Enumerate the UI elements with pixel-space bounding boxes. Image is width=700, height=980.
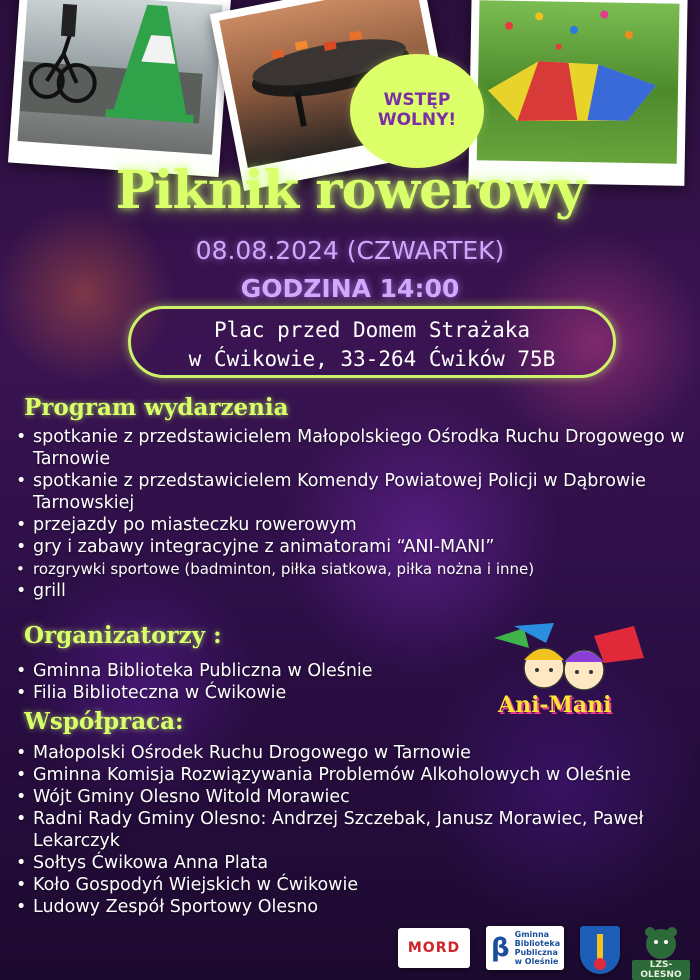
mord-logo-text: MORD	[407, 940, 461, 956]
badge-line-1: WSTĘP	[383, 90, 451, 111]
list-item: • rozgrywki sportowe (badminton, piłka siatkowa, piłka nożna i inne)	[14, 558, 694, 580]
library-logo-line-4: w Oleśnie	[514, 957, 559, 966]
list-item: • spotkanie z przedstawicielem Małopolskiego Ośrodka Ruchu Drogowego w Tarnowie	[14, 426, 694, 470]
program-heading: Program wydarzenia	[24, 394, 289, 421]
library-logo-line-2: Biblioteka	[514, 939, 561, 948]
list-item: • Gminna Komisja Rozwiązywania Problemów Alkoholowych w Oleśnie	[14, 764, 633, 786]
list-item: • grill	[14, 580, 694, 602]
badge-line-2: WOLNY!	[377, 110, 457, 130]
organizers-heading: Organizatorzy :	[24, 622, 222, 649]
place-line-1: Plac przed Domem Strażaka	[213, 318, 531, 342]
lzs-bear-icon	[632, 924, 690, 960]
photo-cyclist	[8, 0, 231, 177]
event-place	[128, 306, 616, 378]
list-item: • Gminna Biblioteka Publiczna w Oleśnie	[14, 660, 474, 682]
event-hour: GODZINA 14:00	[240, 274, 460, 303]
list-item: • Małopolski Ośrodek Ruchu Drogowego w Tarnowie	[14, 742, 593, 764]
place-line-2: w Ćwikowie, 33-264 Ćwików 75B	[188, 347, 556, 371]
list-item: • Wójt Gminy Olesno Witold Morawiec	[14, 786, 694, 808]
animani-logo-text: Ani-Mani	[498, 692, 612, 718]
list-item: • przejazdy po miasteczku rowerowym	[14, 514, 694, 536]
coat-of-arms-icon	[580, 926, 620, 974]
program-list	[14, 426, 694, 602]
library-logo-icon: β	[491, 933, 510, 963]
list-item: • gry i zabawy integracyjne z animatorami “ANI-MANI”	[14, 536, 694, 558]
cooperation-list	[14, 742, 694, 918]
lzs-logo	[632, 924, 690, 980]
event-date: 08.08.2024 (CZWARTEK)	[195, 236, 505, 265]
cooperation-heading: Współpraca:	[24, 708, 184, 735]
photo-parachute-game	[468, 0, 687, 186]
library-logo-line-1: Gminna	[514, 930, 550, 939]
free-entry-badge	[354, 58, 480, 164]
organizers-list	[14, 660, 474, 704]
list-item: • Radni Rady Gminy Olesno: Andrzej Szczebak, Janusz Morawiec, Paweł Lekarczyk	[14, 808, 673, 852]
list-item: • Filia Biblioteczna w Ćwikowie	[14, 682, 474, 704]
list-item: • Sołtys Ćwikowa Anna Plata	[14, 852, 694, 874]
list-item: • spotkanie z przedstawicielem Komendy Powiatowej Policji w Dąbrowie Tarnowskiej	[14, 470, 694, 514]
parachute-illustration	[477, 0, 663, 133]
library-logo	[486, 926, 564, 970]
event-title: Piknik rowerowy	[115, 160, 585, 221]
mord-logo	[398, 928, 470, 968]
lzs-logo-text: LZS-OLESNO	[632, 960, 690, 980]
list-item: • Ludowy Zespół Sportowy Olesno	[14, 896, 694, 918]
library-logo-line-3: Publiczna	[514, 948, 558, 957]
list-item: • Koło Gospodyń Wiejskich w Ćwikowie	[14, 874, 694, 896]
cyclist-cone-illustration	[20, 0, 208, 124]
